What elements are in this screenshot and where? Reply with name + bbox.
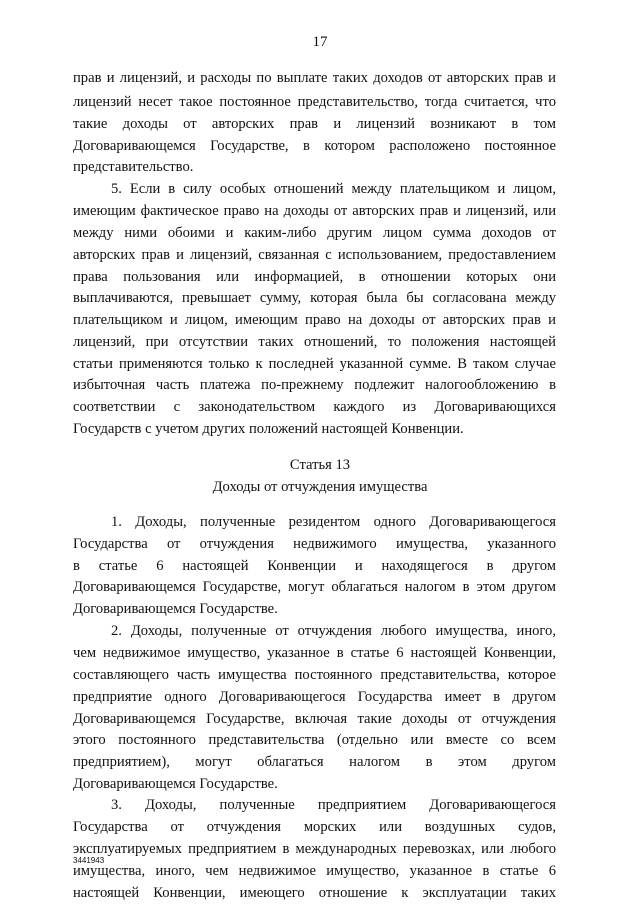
text-line: прав и лицензий, и расходы по выплате таких доходов от авторских прав и [73, 70, 556, 86]
text-line: эксплуатируемых предприятием в международных перевозках, или любого [73, 841, 556, 857]
text-line: Государств с учетом других положений настоящей Конвенции. [73, 421, 464, 437]
text-line: избыточная часть платежа по-прежнему подлежит налогообложению в [73, 377, 556, 393]
article-heading: Доходы от отчуждения имущества [212, 479, 428, 495]
text-line: выплачиваются, превышает сумму, которая была бы согласована между [73, 290, 556, 306]
page-number: 17 [312, 34, 328, 50]
text-line: в статье 6 настоящей Конвенции и находящегося в другом [73, 558, 556, 574]
text-line: статьи применяются только к последней указанной сумме. В таком случае [73, 356, 556, 372]
text-line: авторских прав и лицензий, связанная с использованием, предоставлением [73, 247, 556, 263]
text-line: 5. Если в силу особых отношений между плательщиком и лицом, [111, 181, 556, 197]
text-line: 2. Доходы, полученные от отчуждения любого имущества, иного, [111, 623, 556, 639]
article-heading: Статья 13 [289, 457, 351, 473]
text-line: соответствии с законодательством каждого из Договаривающихся [73, 399, 556, 415]
text-line: плательщиком и лицом, имеющим право на доходы от авторских прав и [73, 312, 556, 328]
text-line: такие доходы от авторских прав и лицензий возникают в том [73, 116, 556, 132]
text-line: лицензий несет такое постоянное представительство, тогда считается, что [73, 94, 556, 110]
text-line: предприятием), могут облагаться налогом в этом другом [73, 754, 556, 770]
document-id: 3441943 [73, 856, 105, 865]
text-line: Договаривающемся Государстве, могут облагаться налогом в этом другом [73, 579, 556, 595]
text-line: настоящей Конвенции, имеющего отношение к эксплуатации таких [73, 885, 556, 901]
text-line: представительство. [73, 159, 194, 175]
text-line: Государства от отчуждения морских или воздушных судов, [73, 819, 556, 835]
text-line: имеющим фактическое право на доходы от авторских прав и лицензий, или [73, 203, 556, 219]
text-line: чем недвижимое имущество, указанное в статье 6 настоящей Конвенции, [73, 645, 556, 661]
text-line: Государства от отчуждения недвижимого имущества, указанного [73, 536, 556, 552]
text-line: этого постоянного представительства (отдельно или вместе со всем [73, 732, 556, 748]
text-line: Договаривающемся Государстве, в котором расположено постоянное [73, 138, 556, 154]
text-line: 1. Доходы, полученные резидентом одного Договаривающегося [111, 514, 556, 530]
text-line: предприятие одного Договаривающегося Государства имеет в другом [73, 689, 556, 705]
text-line: между ними обоими и каким-либо другим лицом сумма доходов от [73, 225, 556, 241]
text-line: составляющего часть имущества постоянного представительства, которое [73, 667, 556, 683]
text-line: Договаривающемся Государстве, включая такие доходы от отчуждения [73, 711, 556, 727]
text-line: лицензий, при отсутствии таких отношений, то положения настоящей [73, 334, 556, 350]
text-line: Договаривающемся Государстве. [73, 776, 278, 792]
text-line: права пользования или информацией, в отношении которых они [73, 269, 556, 285]
text-line: имущества, иного, чем недвижимое имущество, указанное в статье 6 [73, 863, 556, 879]
text-line: 3. Доходы, полученные предприятием Договаривающегося [111, 797, 556, 813]
text-line: Договаривающемся Государстве. [73, 601, 278, 617]
